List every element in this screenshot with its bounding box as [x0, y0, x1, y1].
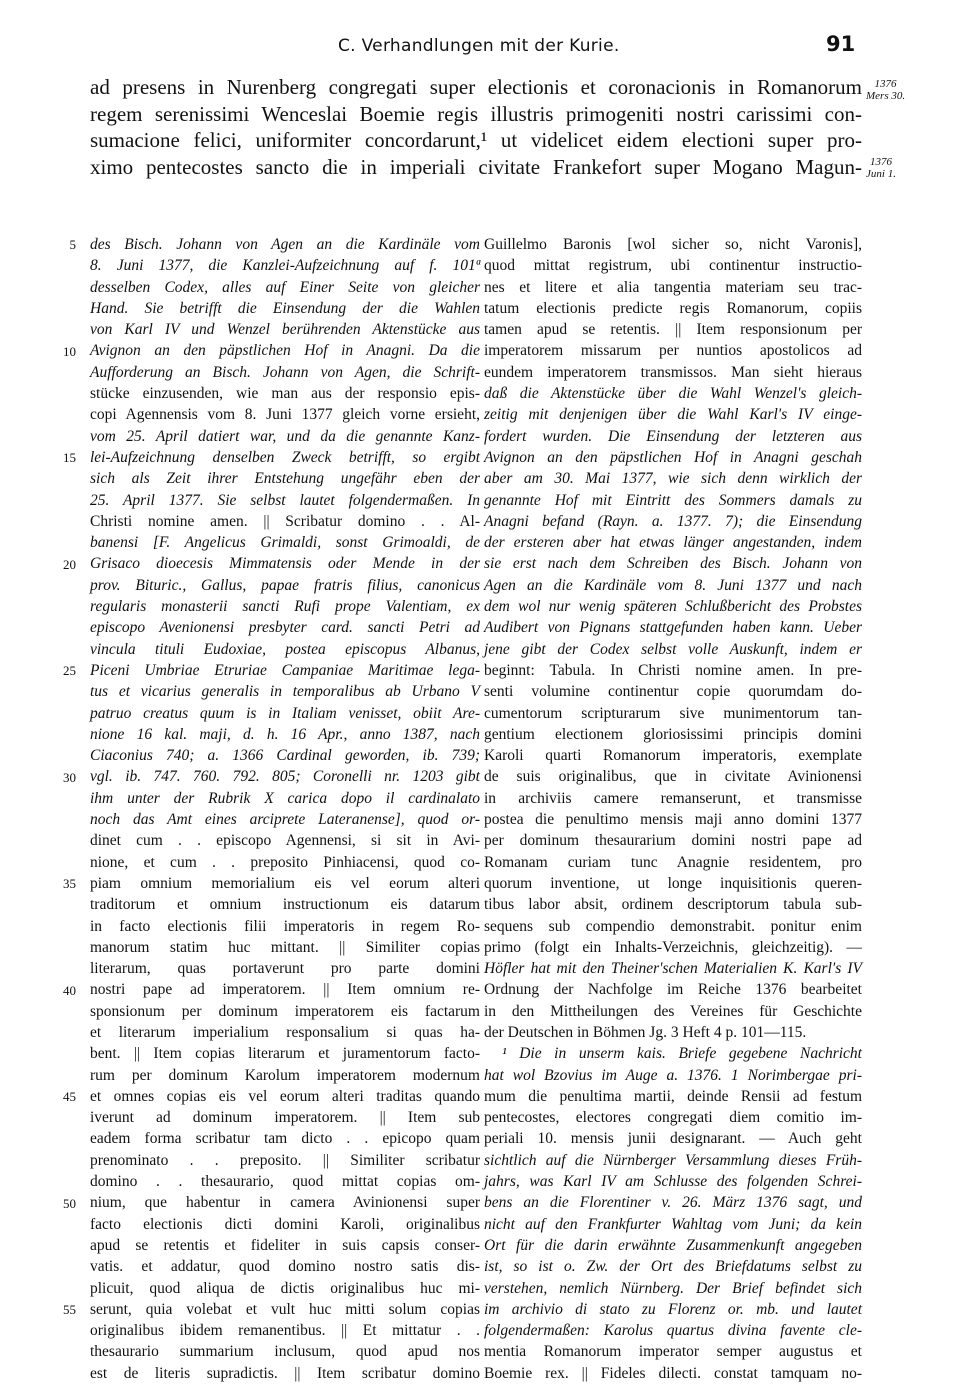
text-line: primo (folgt ein Inhalts-Verzeichnis, gleichzeitig). — [484, 938, 862, 956]
text-line: Boemie rex. || Fideles dilecti. constat tamquam no- [484, 1364, 862, 1382]
text-line: eadem forma scribatur tam dicto . . epicopo quam [90, 1130, 480, 1148]
text-line: bent. || Item copias literarum et juramentorum facto- [90, 1045, 480, 1063]
text-line: literarum, quas portaverunt pro parte domini [90, 960, 480, 978]
line-number: 40 [63, 982, 76, 998]
text-line: nione, et cum . . preposito Pinhiacensi, quod co- [90, 853, 480, 871]
text-line: folgendermaßen: Karolus quartus divina favente cle- [484, 1322, 862, 1340]
text-line: Avignon an den päpstlichen Hof in Anagni. Da die [90, 342, 480, 360]
text-line: nione 16 kal. maji, d. h. 16 Apr., anno 1387, nach [90, 725, 480, 743]
line-number: 15 [63, 450, 76, 465]
text-line: verstehen, nemlich Nürnberg. Der Brief befindet sich [484, 1279, 862, 1297]
margin-note-date: Mers 30. [866, 90, 906, 102]
text-line: gentium electionem gloriosissimi principis domini [484, 725, 862, 743]
margin-note [866, 78, 905, 102]
text-line: Grisaco dioecesis Mimmatensis oder Mende in der [90, 555, 480, 573]
text-line: prov. Bituric., Gallus, papae fratris filius, canonicus [90, 576, 480, 594]
text-line: desselben Codex, alles auf Einer Seite von gleicher [90, 278, 480, 296]
text-line: tatum electionis predicte regis Romanorum, copiis [484, 299, 862, 317]
text-line: beginnt: Tabula. In Christi nomine amen. In pre- [484, 661, 862, 679]
text-line: in archiviis camere remanserunt, et transmisse [484, 789, 862, 807]
text-line: der ersteren aber hat etwas länger angestanden, indem [484, 534, 862, 552]
text-line: vgl. ib. 747. 760. 792. 805; Coronelli nr. 1203 gibt [90, 768, 480, 786]
text-line: apud se retentis et fideliter in suis capsis conser- [90, 1236, 480, 1254]
text-line: cumentorum scripturarum sive munimentorum tan- [484, 704, 862, 722]
text-line: serunt, quia volebat et vult huc mitti solum copias [90, 1300, 480, 1318]
text-line: manorum statim huc mittant. || Similiter copias [90, 938, 480, 956]
text-line: Audibert von Pignans stattgefunden haben kann. Ueber [484, 619, 862, 637]
text-line: Karoli quarti Romanorum imperatoris, exemplate [484, 747, 862, 765]
text-line: sichtlich auf die Nürnberger Versammlung dieses Früh- [484, 1151, 862, 1169]
text-line: Höfler hat mit den Theiner'schen Materialien K. Karl's IV [484, 960, 862, 978]
margin-note-year: 1376 [874, 78, 897, 90]
text-line: von Karl IV und Wenzel berührenden Aktenstücke aus [90, 321, 480, 339]
text-line: Ciaconius 740; a. 1366 Cardinal geworden, ib. 739; [90, 747, 480, 765]
text-line: rum per dominum Karolum imperatorem modernum [90, 1066, 480, 1084]
text-line: genannte Hof mit Eintritt des Sommers damals zu [484, 491, 862, 509]
text-line: imperatorem missarum per nuntios apostolicos ad [484, 342, 862, 360]
text-line: domino . . thesaurario, quod mittat copias om- [90, 1173, 480, 1191]
text-line: senti volumine continentur copie quorumdam do- [484, 683, 862, 701]
text-line: Anagni befand (Rayn. a. 1377. 7); die Einsendung [484, 512, 862, 530]
line-number: 45 [63, 1089, 76, 1104]
text-line: ihm unter der Rubrik X carica dopo il cardinalato [90, 789, 480, 807]
text-line: Avignon an den päpstlichen Hof in Anagni geschah [484, 448, 862, 466]
text-line: 25. April 1377. Sie selbst lautet folgendermaßen. In [90, 491, 480, 509]
text-line: regem serenissimi Wenceslai Boemie regis illustris primogeniti nostri carissimi con- [90, 101, 862, 126]
text-line: per dominum thesaurarium domini nostri pape ad [484, 832, 862, 850]
text-line: piam omnium memorialium eis vel eorum alteri [90, 874, 480, 892]
text-line: nes et litere et alia tangentia materiam seu trac- [484, 278, 862, 296]
text-line: Christi nomine amen. || Scribatur domino . . Al- [90, 512, 480, 530]
text-line: nium, que habentur in camera Avinionensi super [90, 1194, 480, 1212]
line-number: 10 [63, 343, 76, 359]
text-line: jahrs, was Karl IV am Schlusse des folgenden Schrei- [484, 1173, 862, 1191]
text-line: zeitig mit denjenigen über die Wahl Karl's IV einge- [484, 406, 862, 424]
text-line: bens an die Florentiner v. 26. März 1376 sagt, und [484, 1194, 862, 1212]
text-line: patruo creatus quum is in Italiam venisset, obiit Are- [90, 704, 480, 722]
margin-note-year: 1376 [869, 156, 892, 168]
text-line: tibus labor absit, ordinem descriptorum tabula sub- [484, 896, 862, 914]
running-title: C. Verhandlungen mit der Kurie. [338, 36, 620, 56]
text-line: 8. Juni 1377, die Kanzlei-Aufzeichnung auf f. 101ª [90, 257, 480, 275]
text-line: vatis. et addatur, quod domino nostro satis dis- [90, 1258, 480, 1276]
line-number: 35 [63, 876, 76, 891]
text-line: copi Agennensis vom 8. Juni 1377 gleich vorne ersieht, [90, 406, 480, 424]
text-line: mentia Romanorum imperator semper augustus et [484, 1343, 862, 1361]
line-number: 5 [69, 237, 76, 252]
left-column [90, 234, 480, 1384]
text-line: banensi [F. Angelicus Grimaldi, sonst Grimoaldi, de [90, 534, 480, 552]
text-line: fordert wurden. Die Einsendung der letzteren aus [484, 427, 862, 445]
line-number: 20 [63, 556, 76, 572]
text-line: Piceni Umbriae Etruriae Campaniae Maritimae lega- [90, 661, 480, 679]
line-number: 55 [63, 1302, 76, 1317]
page-number: 91 [826, 32, 856, 56]
text-line: der Deutschen in Böhmen Jg. 3 Heft 4 p. 101—115. [484, 1023, 807, 1041]
text-line: Hand. Sie betrifft die Einsendung der die Wahlen [90, 299, 480, 317]
text-line: Aufforderung an Bisch. Johann von Agen, die Schrift- [90, 363, 480, 381]
text-line: Guillelmo Baronis [wol sicher so, nicht Varonis], [484, 236, 862, 253]
text-line: regularis monasterii sancti Rufi prope Valentiam, ex [90, 598, 480, 616]
text-line: et omnes copias eis vel eorum alteri traditas quando [90, 1087, 480, 1105]
text-line: stücke einzusenden, wie man aus der responsio epis- [90, 385, 480, 403]
text-line: tus et vicarius generalis in temporalibus ab Urbano V [90, 683, 480, 701]
text-line: tamen apud se retentis. || Item responsionum per [484, 321, 862, 339]
text-line: Romanam curiam tunc Anagnie residentem, pro [484, 853, 862, 871]
text-line: daß die Aktenstücke über die Wahl Wenzel's gleich- [484, 385, 862, 403]
text-line: sponsionum per dominum imperatorem eis factarum [90, 1002, 480, 1020]
text-line: quorum inventione, ut longe inquisitionis queren- [484, 874, 862, 892]
text-line: Ordnung der Nachfolge im Reiche 1376 bearbeitet [484, 981, 862, 999]
text-line: plicuit, quod aliqua de dictis originalibus huc mi- [90, 1279, 480, 1297]
text-line: postea die penultimo mensis maji anno domini 1377 [484, 811, 862, 829]
text-line: dinet cum . . episcopo Agennensi, si sit in Avi- [90, 832, 480, 850]
text-line: hat wol Bzovius im Auge a. 1376. 1 Norimbergae pri- [484, 1066, 862, 1084]
text-line: im archivio di stato zu Florenz or. mb. und lautet [484, 1300, 862, 1318]
text-line: dem wol nur wenig späteren Schlußbericht des Probstes [484, 598, 862, 616]
text-line: periali 10. mensis junii designarant. — Auch geht [484, 1130, 862, 1148]
text-line: jene gibt der Codex selbst volle Auskunft, indem er [484, 640, 862, 658]
text-line: facto electionis dicti domini Karoli, originalibus [90, 1215, 480, 1233]
text-line: traditorum et omnium instructionum eis datarum [90, 896, 480, 914]
top-paragraph [90, 74, 862, 181]
text-line: vincula tituli Eudoxiae, postea episcopus Albanus, [90, 640, 480, 658]
text-line: mum die penultima martii, deinde Rensii ad festum [484, 1087, 862, 1105]
line-number: 30 [63, 769, 76, 785]
text-line: sich als Zeit ihrer Entstehung ungefähr eben der [90, 470, 480, 488]
text-line: in facto electionis filii imperatoris in regem Ro- [90, 917, 480, 935]
text-line: originalibus ibidem remanentibus. || Et mittatur . . [90, 1322, 480, 1340]
text-line: iverunt ad dominum imperatorem. || Item sub [90, 1109, 480, 1127]
text-line: sie erst nach dem Schreiben des Bisch. Johann von [484, 555, 862, 573]
text-line: quod mittat registrum, ubi continentur instructio- [484, 257, 862, 275]
text-line: Ort für die darin erwähnte Zusammenkunft angegeben [484, 1236, 862, 1254]
text-line: eundem imperatorem transmissos. Man sieht hieraus [484, 363, 862, 381]
text-line: sequens sub compendio demonstrabit. ponitur enim [484, 917, 862, 935]
text-line: aber am 30. Mai 1377, wie sich denn wirklich der [484, 470, 862, 488]
text-line: sumacione felici, uniformiter concordarunt,¹ ut videlicet eidem electioni super pro- [90, 128, 862, 153]
text-line: des Bisch. Johann von Agen an die Kardinäle vom [90, 236, 480, 253]
text-line: noch das Amt eines arciprete Lateranense], quod or- [90, 811, 480, 829]
text-line: ad presens in Nurenberg congregati super electionis et coronacionis in Romanorum [90, 75, 862, 99]
right-column [484, 234, 862, 1384]
line-number: 50 [63, 1195, 76, 1211]
text-line: ximo pentecostes sancto die in imperiali civitate Frankefort super Mogano Magun- [90, 155, 862, 180]
text-line: Agen an die Kardinäle vom 8. Juni 1377 und nach [484, 576, 862, 594]
margin-note-date: Juni 1. [866, 168, 896, 180]
text-line: prenominato . . preposito. || Similiter scribatur [90, 1151, 480, 1169]
text-line: thesaurario summarium inclusum, quod apud nos [90, 1343, 480, 1361]
text-line: episcopo Avenionensi presbyter card. sancti Petri ad [90, 619, 480, 637]
margin-note [866, 156, 896, 180]
text-line: nicht auf den Frankfurter Wahltag vom Juni; da kein [484, 1215, 862, 1233]
text-line: et literarum imperialium responsalium si quas ha- [90, 1023, 480, 1041]
line-number: 25 [63, 663, 76, 678]
text-line: de suis originalibus, que in civitate Avinionensi [484, 768, 862, 786]
text-line: vom 25. April datiert war, und da die genannte Kanz- [90, 427, 480, 445]
text-line: pentecostes, electores congregati diem comitio im- [484, 1109, 862, 1127]
text-line: lei-Aufzeichnung denselben Zweck betrifft, so ergibt [90, 448, 480, 466]
text-line: nostri pape ad imperatorem. || Item omnium re- [90, 981, 480, 999]
text-line: ist, so ist o. Zw. der Ort des Briefdatums selbst zu [484, 1258, 862, 1276]
text-line: ¹ Die in unserm kais. Briefe gegebene Nachricht [502, 1045, 862, 1063]
text-line: est de literis supradictis. || Item scribatur domino [90, 1364, 480, 1382]
text-line: in den Mittheilungen des Vereines für Geschichte [484, 1002, 862, 1020]
